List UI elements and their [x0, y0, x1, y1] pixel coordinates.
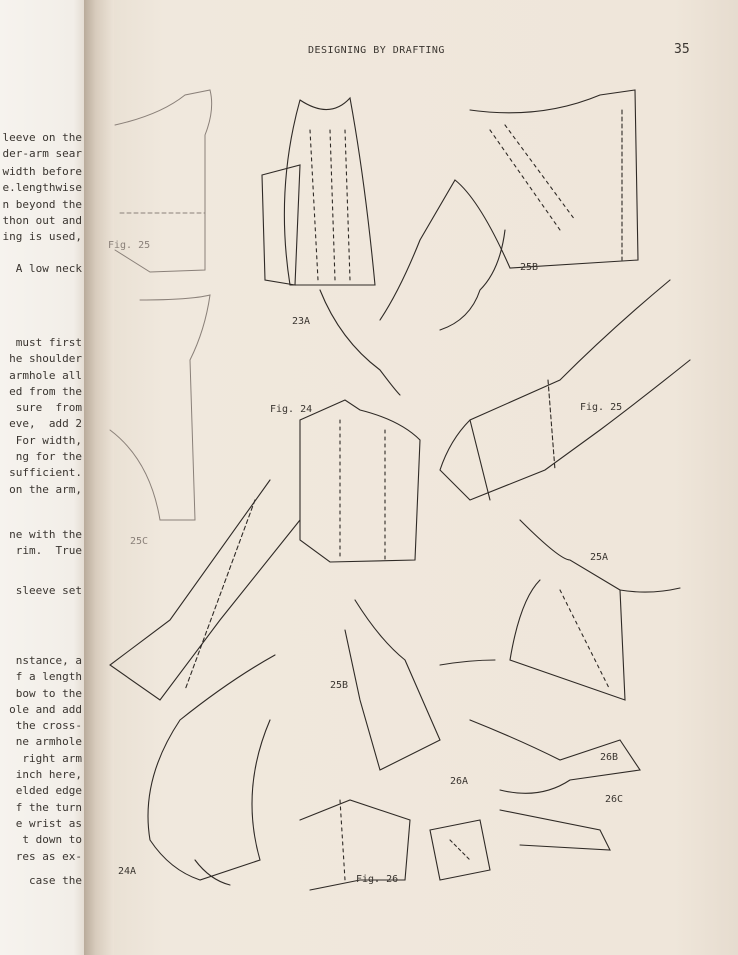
text-line: case the: [29, 874, 82, 887]
figure-label: Fig. 25: [580, 402, 623, 413]
bodice-fig24: [110, 400, 420, 700]
text-line: inch here,: [15, 768, 82, 782]
text-line: e.lengthwise: [2, 181, 82, 195]
text-line: n beyond the: [2, 197, 82, 211]
figure-label: Fig. 25: [108, 240, 151, 251]
text-line: bow to the: [15, 686, 82, 700]
sleeve-23a: [262, 98, 400, 395]
figure-label: 26B: [600, 752, 619, 763]
figure-label: 26A: [450, 776, 469, 787]
sleeve-25a: [510, 520, 680, 700]
text-line: armhole all: [9, 368, 82, 382]
text-line: rim. True: [15, 544, 82, 558]
text-line: right arm: [22, 751, 82, 765]
bodice-sketch-faded: [110, 90, 212, 520]
text-line: e wrist as: [15, 816, 82, 830]
text-line: ne with the: [9, 528, 82, 541]
text-line: ng for the: [15, 450, 82, 464]
figure-label: Fig. 24: [270, 404, 313, 415]
text-line: leeve on the: [2, 131, 82, 144]
text-line: t down to: [22, 833, 82, 847]
figure-label: 25A: [590, 552, 609, 563]
text-line: sleeve set: [15, 584, 82, 597]
text-line: A low neck: [15, 262, 82, 275]
text-line: f the turn: [15, 800, 82, 814]
bodice-25b: [380, 90, 638, 330]
text-line: ne armhole: [15, 735, 82, 749]
bell-sleeve-fig25: [440, 280, 690, 500]
text-line: on the arm,: [9, 483, 82, 496]
text-line: res as ex-: [15, 849, 82, 863]
figure-label: 25B: [520, 262, 539, 273]
text-line: must first: [15, 336, 82, 349]
sleeve-fig26: [300, 720, 640, 890]
figure-label: Fig. 26: [356, 874, 399, 885]
text-line: nstance, a: [15, 654, 82, 667]
figure-label: 25C: [130, 536, 149, 547]
text-line: For width,: [15, 433, 82, 447]
page-number: 35: [674, 42, 690, 57]
bell-sleeve-25b: [345, 600, 495, 770]
text-line: elded edge: [15, 784, 82, 798]
text-line: thon out and: [2, 213, 82, 227]
text-line: ole and add: [9, 702, 82, 716]
text-line: ed from the: [9, 384, 82, 398]
figure-label: 25B: [330, 680, 349, 691]
puff-sleeve-24a: [148, 655, 275, 885]
figure-label: 24A: [118, 866, 137, 877]
text-line: sufficient.: [9, 466, 82, 480]
text-line: f a length: [15, 670, 82, 684]
running-header: DESIGNING BY DRAFTING: [308, 45, 445, 56]
text-line: sure from: [15, 401, 82, 415]
text-line: width before: [2, 165, 82, 178]
text-line: eve, add 2: [9, 417, 82, 431]
text-line: the cross-: [15, 719, 82, 733]
figure-label: 26C: [605, 794, 624, 805]
text-line: ing is used,: [2, 230, 82, 244]
figure-label: 23A: [292, 316, 311, 327]
text-line: der-arm sear: [2, 147, 82, 161]
text-line: he shoulder: [9, 352, 82, 366]
